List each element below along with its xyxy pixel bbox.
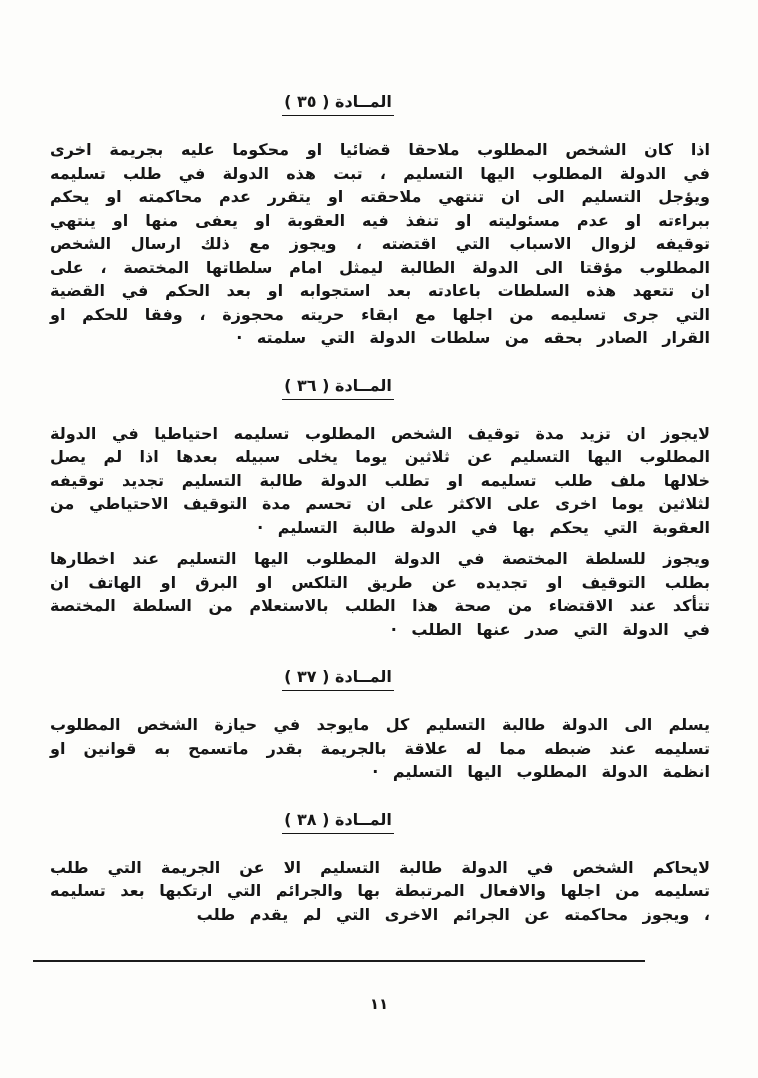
separator-line bbox=[33, 960, 645, 962]
page-number: ١١ bbox=[369, 995, 389, 1013]
article-37-heading: المــادة ( ٣٧ ) bbox=[282, 667, 394, 691]
article-section-37 bbox=[50, 667, 710, 784]
article-37-heading-row bbox=[8, 667, 668, 691]
article-35-paragraph-1: اذا كان الشخص المطلوب ملاحقا قضائيا او محكوما عليه بجريمة اخرى في الدولة المطلوب اليها التسليم ، تبت هذه الدولة في طلب تسليمه ويؤجل التسليم الى ان تنتهي ملاحقته او يتقرر عدم محاكمته او يحكم ببراءته او عدم مسئوليته او تنفذ فيه العقوبة او يعفى منها او ينتهي توقيفه لزوال الاسباب التي اقتضته ، ويجوز مع ذلك ارسال الشخص المطلوب مؤقتا الى الدولة الطالبة ليمثل امام سلطاتها المختصة ، على ان تتعهد هذه السلطات باعادته بعد استجوابه او بعد الحكم في القضية التي جرى تسليمه من اجلها مع ابقاء حريته محجوزة ، وفقا للحكم او القرار الصادر بحقه من سلطات الدولة التي سلمته · bbox=[50, 140, 710, 347]
article-36-paragraph-2: ويجوز للسلطة المختصة في الدولة المطلوب اليها التسليم عند اخطارها بطلب التوقيف او تجديده عن طريق التلكس او البرق او الهاتف ان تتأكد عند الاقتضاء من صحة هذا الطلب بالاستعلام من السلطة المختصة في الدولة التي صدر عنها الطلب · bbox=[50, 549, 710, 639]
article-section-38 bbox=[50, 810, 710, 927]
article-37-paragraph-1: يسلم الى الدولة طالبة التسليم كل مايوجد في حيازة الشخص المطلوب تسليمه عند ضبطه مما له علاقة بالجريمة بقدر ماتسمح به قوانين او انظمة الدولة المطلوب اليها التسليم · bbox=[50, 715, 710, 781]
article-35-heading-row bbox=[8, 92, 668, 116]
article-36-heading-row bbox=[8, 376, 668, 400]
article-36-heading: المــادة ( ٣٦ ) bbox=[282, 376, 394, 400]
article-38-heading-row bbox=[8, 810, 668, 834]
article-section-36 bbox=[50, 376, 710, 642]
article-36-paragraph-1: لايجوز ان تزيد مدة توقيف الشخص المطلوب تسليمه احتياطيا في الدولة المطلوب اليها التسليم عن ثلاثين يوما يخلى سبيله بعدها اذا لم يصل خلالها ملف طلب تسليمه او تطلب الدولة طالبة التسليم تجديد توقيفه لثلاثين يوما اخرى على الاكثر على ان تحسم مدة التوقيف الاحتياطي من العقوبة التي يحكم بها في الدولة طالبة التسليم · bbox=[50, 423, 710, 537]
article-section-35 bbox=[50, 92, 710, 350]
article-38-paragraph-1: لايحاكم الشخص في الدولة طالبة التسليم الا عن الجريمة التي طلب تسليمه من اجلها والافعال المرتبطة بها والجرائم التي ارتكبها بعد تسليمه ، ويجوز محاكمته عن الجرائم الاخرى التي لم يقدم طلب bbox=[50, 857, 710, 924]
article-38-heading: المــادة ( ٣٨ ) bbox=[282, 810, 394, 834]
article-35-heading: المــادة ( ٣٥ ) bbox=[282, 92, 394, 116]
